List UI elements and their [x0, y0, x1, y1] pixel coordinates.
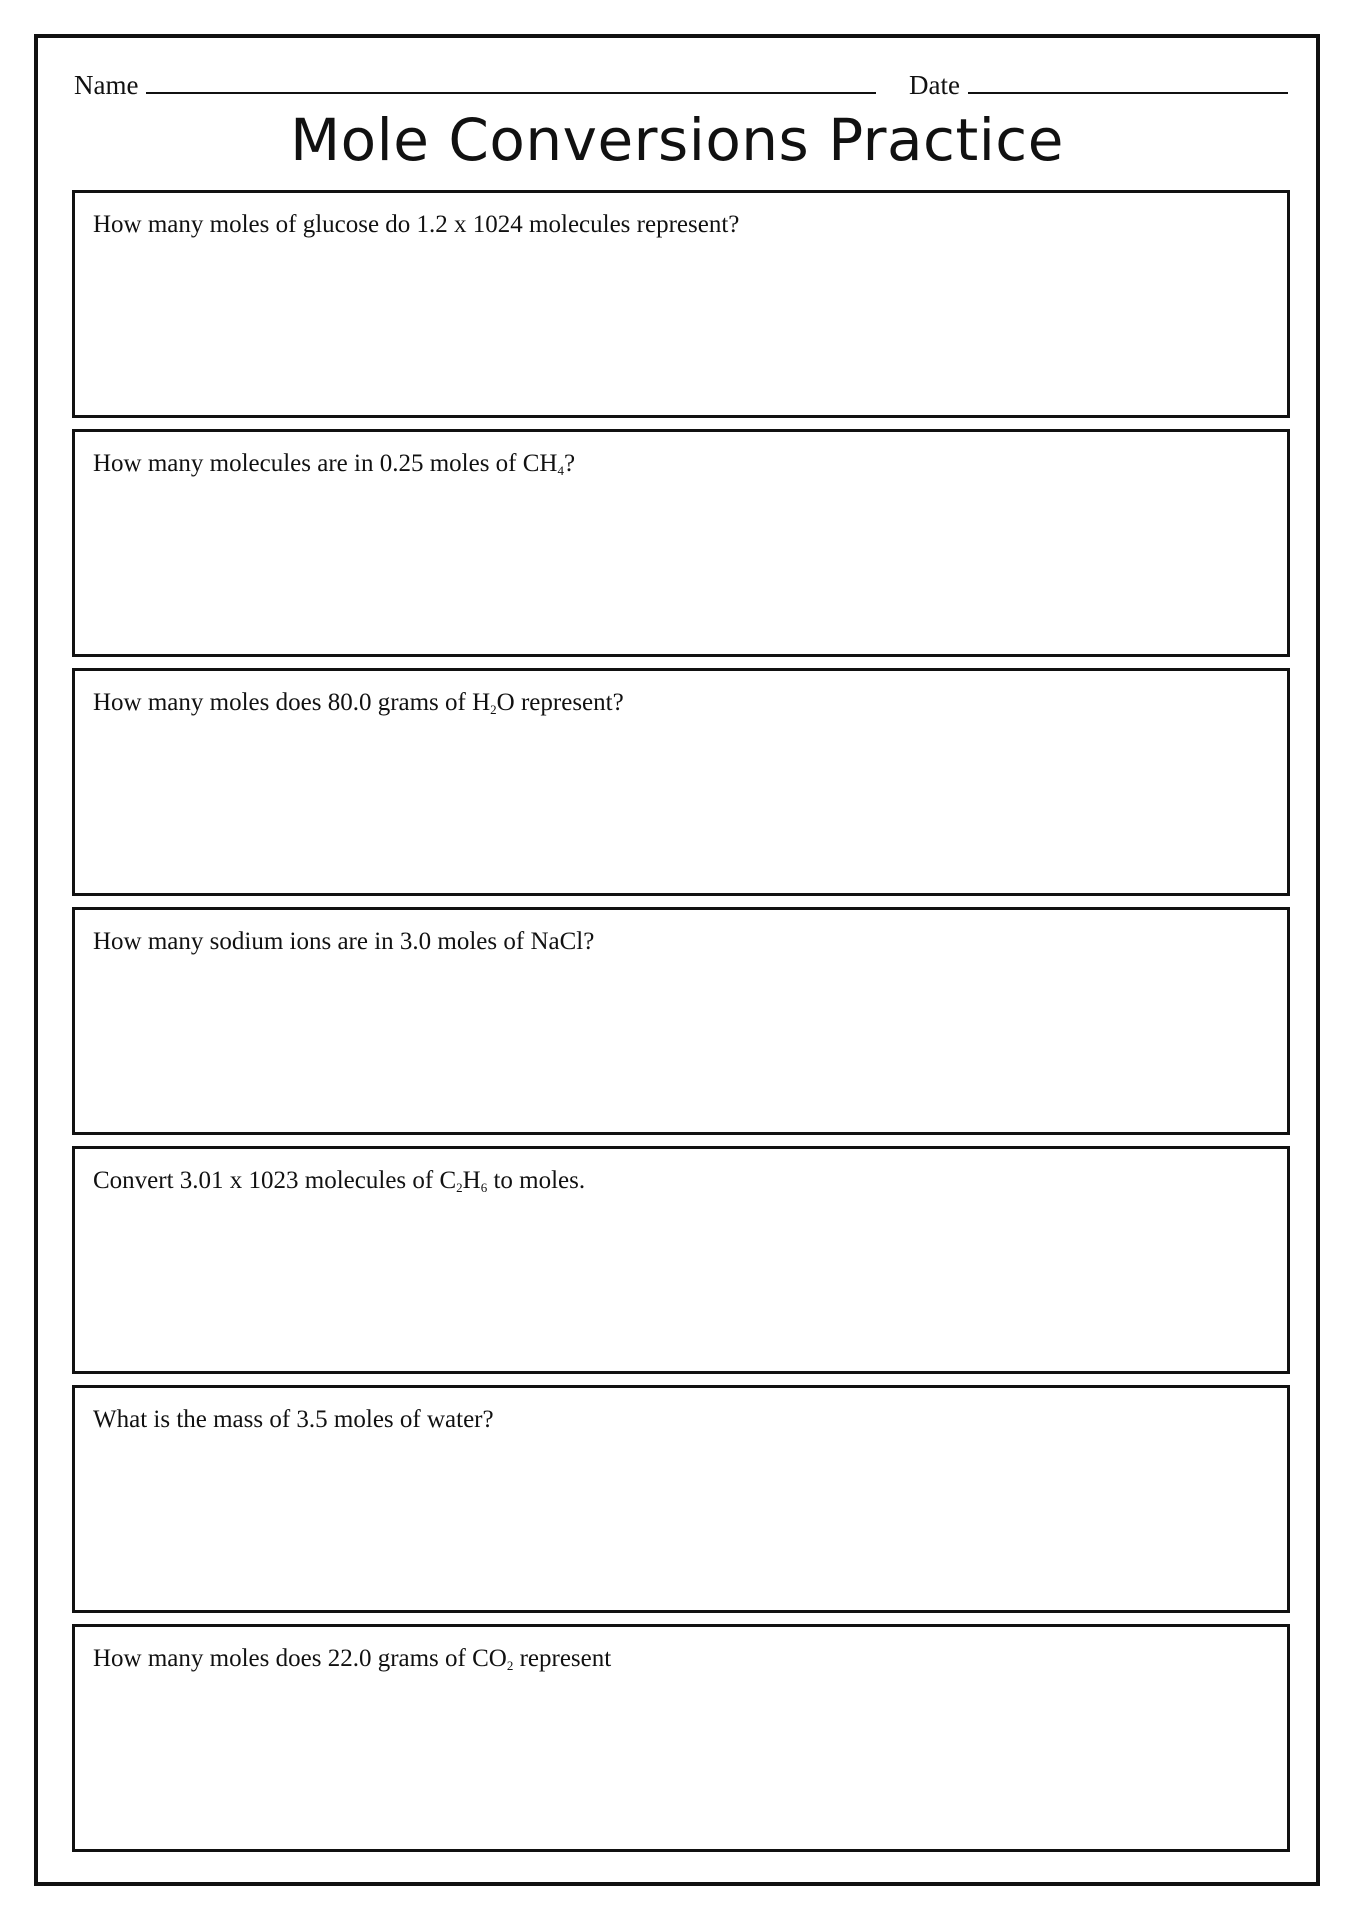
- question-text: How many molecules are in 0.25 moles of $CH_4$?: [93, 450, 576, 478]
- question-box[interactable]: [72, 190, 1290, 418]
- page-title: Mole Conversions Practice: [290, 106, 1064, 174]
- question-text: How many moles of glucose do 1.2 x 1024 molecules represent?: [93, 211, 740, 238]
- question-box[interactable]: [72, 1385, 1290, 1613]
- date-blank-line[interactable]: [968, 66, 1288, 94]
- question-box[interactable]: [72, 1624, 1290, 1852]
- name-label: Name: [74, 70, 139, 100]
- question-box[interactable]: [72, 1146, 1290, 1374]
- question-text: What is the mass of 3.5 moles of water?: [93, 1406, 494, 1433]
- date-label: Date: [909, 70, 960, 100]
- question-box[interactable]: [72, 668, 1290, 896]
- name-field[interactable]: [74, 66, 876, 101]
- question-text: How many moles does 80.0 grams of $H_2O$ represent?: [93, 689, 624, 717]
- date-field[interactable]: [909, 66, 1288, 101]
- question-list: [72, 190, 1290, 1863]
- worksheet-border: [34, 34, 1320, 1886]
- question-box[interactable]: [72, 907, 1290, 1135]
- question-text: Convert 3.01 x 1023 molecules of $C_2H_6$ to moles.: [93, 1167, 586, 1195]
- question-text: How many moles does 22.0 grams of $CO_2$ represent: [93, 1645, 612, 1673]
- question-box[interactable]: [72, 429, 1290, 657]
- name-blank-line[interactable]: [146, 66, 876, 94]
- header-line: [74, 66, 1288, 106]
- question-text: How many sodium ions are in 3.0 moles of NaCl?: [93, 928, 595, 955]
